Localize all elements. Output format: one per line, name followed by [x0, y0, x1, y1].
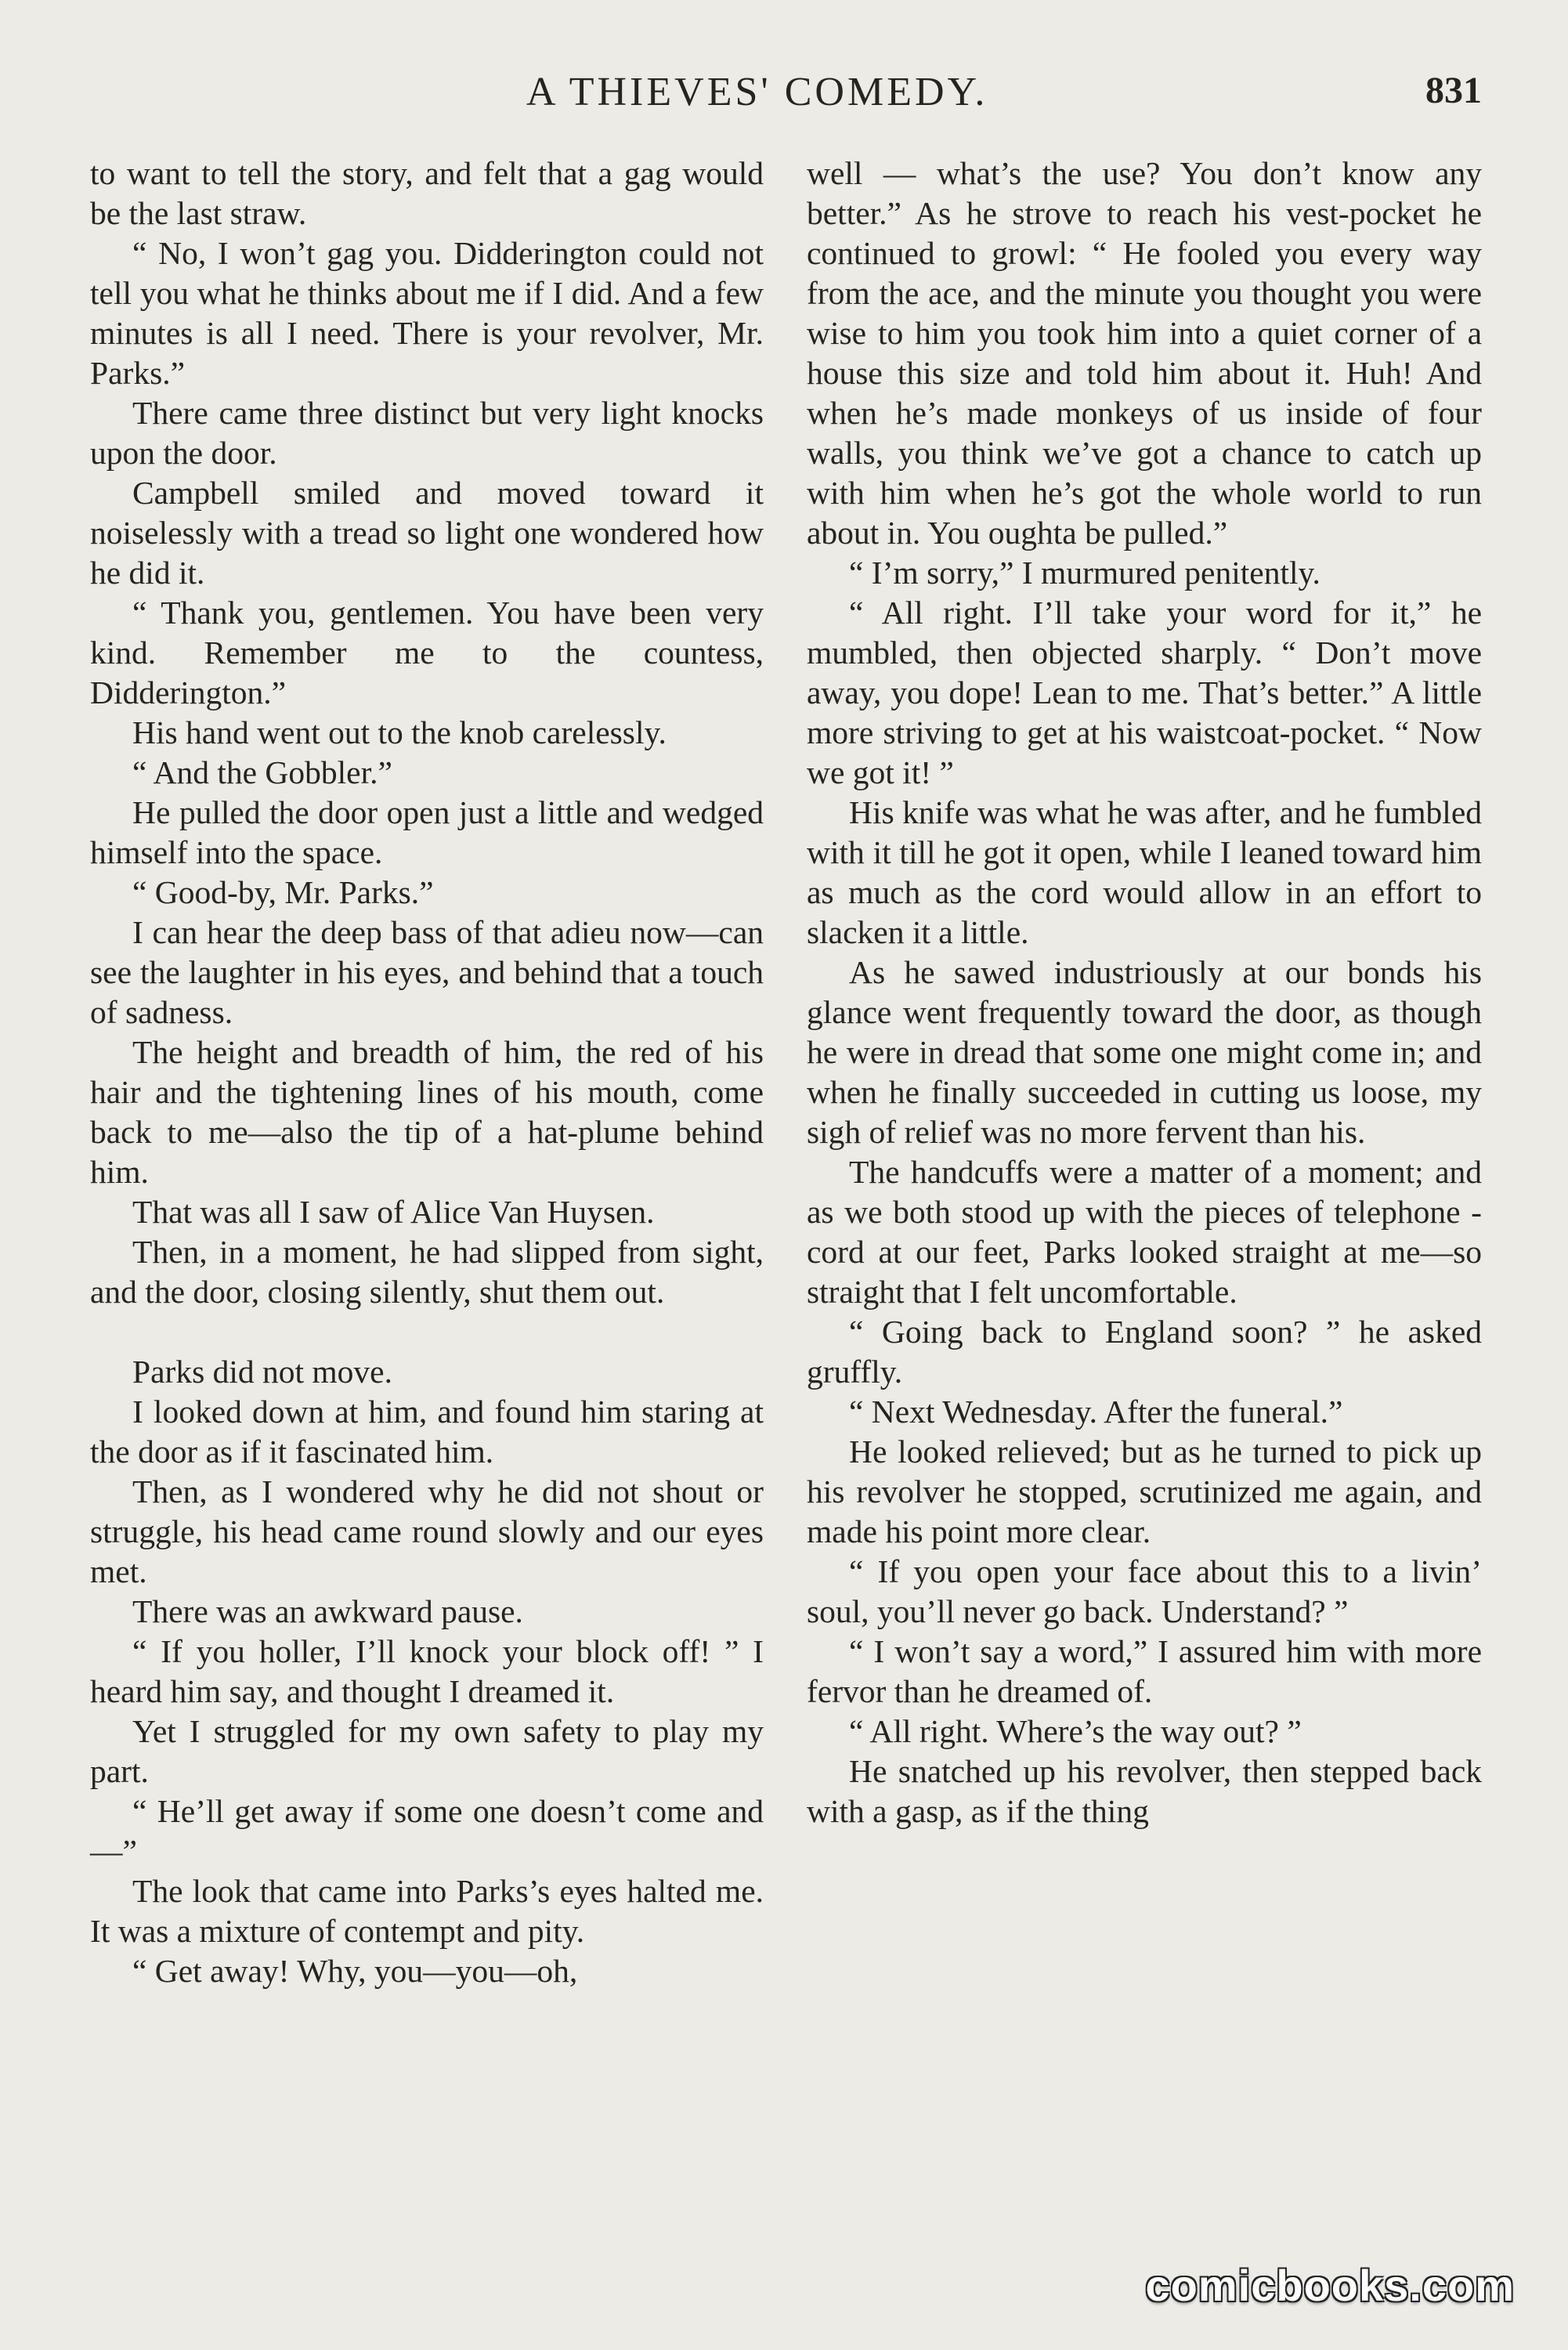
paragraph: “ And the Gobbler.” — [132, 754, 392, 790]
paragraph: There came three distinct but very light knocks upon the door. — [90, 395, 764, 471]
left-column — [90, 154, 764, 1991]
paragraph: He snatched up his revolver, then stepped back with a gasp, as if the thing — [807, 1753, 1482, 1829]
paragraph: Parks did not move. — [132, 1354, 392, 1390]
paragraph: His hand went out to the knob carelessly. — [132, 714, 667, 750]
paragraph: Then, as I wondered why he did not shout or struggle, his head came round slowly and our eyes met. — [90, 1473, 764, 1589]
paragraph: “ Next Wednesday. After the funeral.” — [849, 1394, 1343, 1430]
page-number: 831 — [1425, 70, 1482, 111]
paragraph: “ Get away! Why, you—you—oh, — [132, 1953, 578, 1989]
paragraph: “ All right. Where’s the way out? ” — [849, 1713, 1302, 1749]
paragraph: “ All right. I’ll take your word for it,” he mumbled, then objected sharply. “ Don’t move away, you dope! Lean to me. That’s better.” A little more striving to get at his waistcoat-pocket. “ Now we got it! ” — [807, 595, 1482, 790]
section-break — [90, 1312, 764, 1352]
watermark-logo: comicbooks.com — [1145, 2261, 1515, 2310]
paragraph: He looked relieved; but as he turned to pick up his revolver he stopped, scrutinized me again, and made his point more clear. — [807, 1434, 1482, 1549]
paragraph: “ Going back to England soon? ” he asked gruffly. — [807, 1314, 1482, 1390]
paragraph: As he sawed industriously at our bonds his glance went frequently toward the door, as though he were in dread that some one might come in; and when he finally succeeded in cutting us loose, my sigh of relief was no more fervent than his. — [807, 954, 1482, 1150]
paragraph: I can hear the deep bass of that adieu now—can see the laughter in his eyes, and behind that a touch of sadness. — [90, 914, 764, 1030]
paragraph: “ Good-by, Mr. Parks.” — [132, 874, 434, 910]
paragraph: “ If you open your face about this to a livin’ soul, you’ll never go back. Understand? ” — [807, 1553, 1482, 1629]
paragraph: There was an awkward pause. — [132, 1593, 523, 1629]
paragraph: I looked down at him, and found him staring at the door as if it fascinated him. — [90, 1394, 764, 1470]
running-head — [0, 69, 1568, 124]
paragraph: to want to tell the story, and felt that a gag would be the last straw. — [90, 155, 764, 231]
paragraph: That was all I saw of Alice Van Huysen. — [132, 1194, 655, 1230]
paragraph: “ He’ll get away if some one doesn’t come and—” — [90, 1793, 764, 1869]
paragraph: Yet I struggled for my own safety to play my part. — [90, 1713, 764, 1789]
paragraph: Campbell smiled and moved toward it noiselessly with a tread so light one wondered how he did it. — [90, 475, 764, 591]
paragraph: The handcuffs were a matter of a moment; and as we both stood up with the pieces of telephone - cord at our feet, Parks looked straight at me—so straight that I felt uncomfortable. — [807, 1154, 1482, 1310]
running-title: A THIEVES' COMEDY. — [526, 70, 988, 114]
paragraph: “ If you holler, I’ll knock your block off! ” I heard him say, and thought I dreamed it. — [90, 1633, 764, 1709]
paragraph: “ Thank you, gentlemen. You have been very kind. Remember me to the countess, Didderington.” — [90, 595, 764, 710]
right-column — [807, 154, 1482, 1831]
paragraph: “ I’m sorry,” I murmured penitently. — [849, 555, 1321, 591]
paragraph: Then, in a moment, he had slipped from sight, and the door, closing silently, shut them out. — [90, 1234, 764, 1310]
paragraph: “ No, I won’t gag you. Didderington could not tell you what he thinks about me if I did. And a few minutes is all I need. There is your revolver, Mr. Parks.” — [90, 235, 764, 391]
paragraph: He pulled the door open just a little and wedged himself into the space. — [90, 794, 764, 870]
paragraph: His knife was what he was after, and he fumbled with it till he got it open, while I leaned toward him as much as the cord would allow in an effort to slacken it a little. — [807, 794, 1482, 950]
paragraph: The height and breadth of him, the red of his hair and the tightening lines of his mouth, come back to me—also the tip of a hat-plume behind him. — [90, 1034, 764, 1190]
paragraph: The look that came into Parks’s eyes halted me. It was a mixture of contempt and pity. — [90, 1873, 764, 1949]
paragraph: well — what’s the use? You don’t know any better.” As he strove to reach his vest-pocket he continued to growl: “ He fooled you every way from the ace, and the minute you thought you were wise to him you took him into a quiet corner of a house this size and told him about it. Huh! And when he’s made monkeys of us inside of four walls, you think we’ve got a chance to catch up with him when he’s got the whole world to run about in. You oughta be pulled.” — [807, 155, 1482, 551]
paragraph: “ I won’t say a word,” I assured him with more fervor than he dreamed of. — [807, 1633, 1482, 1709]
